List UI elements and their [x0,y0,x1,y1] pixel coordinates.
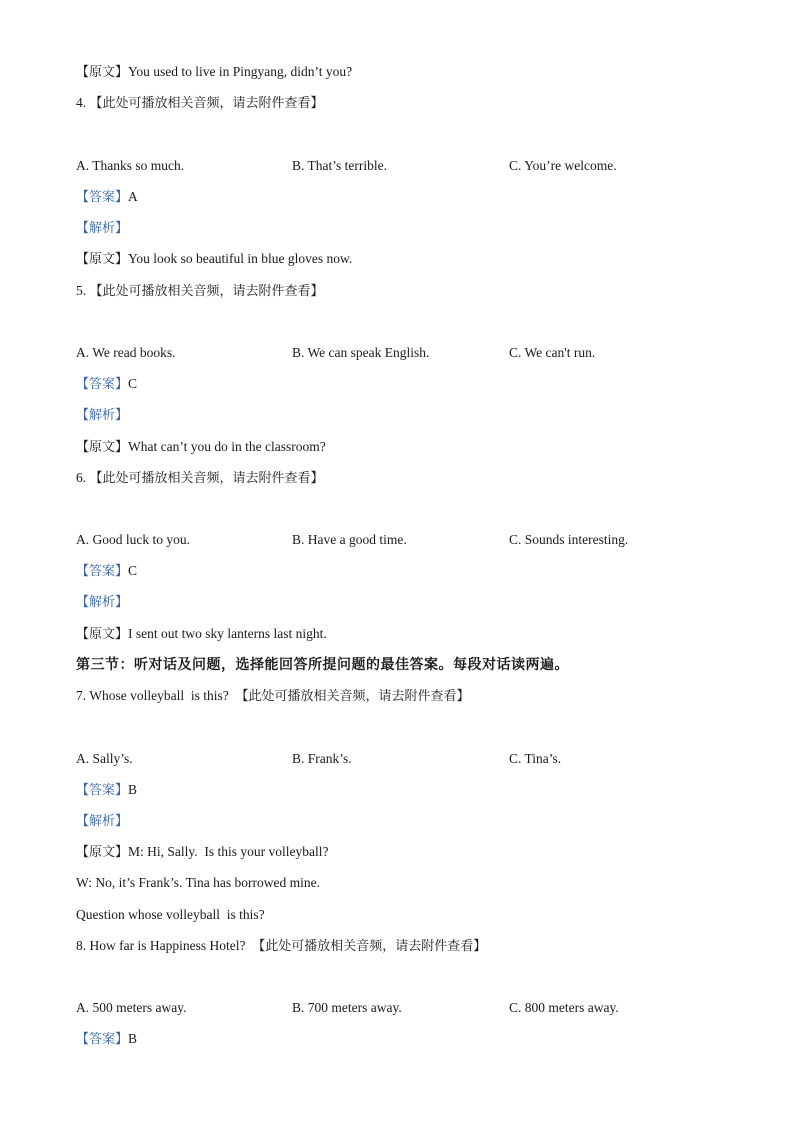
answer-label: 【答案】 [76,1032,129,1047]
analysis-label: 【解析】 [76,408,129,423]
transcript-label: 【原文】 [76,627,129,642]
option-a[interactable]: A. Sally’s. [76,751,133,766]
question-5 [76,282,324,301]
option-b[interactable]: B. Frank’s. [292,751,352,766]
option-a[interactable]: A. 500 meters away. [76,1000,187,1015]
audio-placeholder[interactable]: 【此处可播放相关音频，请去附件查看】 [252,939,487,954]
analysis-line [76,593,128,612]
transcript-label: 【原文】 [76,845,129,860]
audio-placeholder[interactable]: 【此处可播放相关音频，请去附件查看】 [89,471,324,486]
transcript-line [76,63,352,82]
option-a[interactable]: A. We read books. [76,345,176,360]
answer-line [76,781,137,800]
options-row [0,999,794,1017]
option-a[interactable]: A. Thanks so much. [76,158,185,173]
answer-line [76,188,138,207]
option-c[interactable]: C. Sounds interesting. [509,532,629,547]
question-number: 7. [76,688,87,703]
transcript-continuation: W: No, it’s Frank’s. Tina has borrowed mine. [76,875,320,890]
transcript-line [76,438,326,457]
option-c[interactable]: C. You’re welcome. [509,158,617,173]
transcript-label: 【原文】 [76,65,129,80]
analysis-line [76,812,128,831]
transcript-text: What can’t you do in the classroom? [128,439,326,454]
analysis-line [76,406,128,425]
transcript-text: M: Hi, Sally. Is this your volleyball? [128,844,329,859]
transcript-label: 【原文】 [76,440,129,455]
analysis-line [76,219,128,238]
question-text: How far is Happiness Hotel? [89,938,246,953]
analysis-label: 【解析】 [76,814,129,829]
answer-label: 【答案】 [76,377,129,392]
option-c[interactable]: C. Tina’s. [509,751,562,766]
answer-value: B [128,782,138,797]
answer-label: 【答案】 [76,564,129,579]
question-4 [76,94,324,113]
answer-value: A [128,189,138,204]
transcript-line [76,625,327,644]
answer-line [76,1030,137,1049]
answer-label: 【答案】 [76,783,129,798]
answer-value: B [128,1031,138,1046]
options-row [0,531,794,549]
transcript-line [76,250,352,269]
option-c[interactable]: C. We can't run. [509,345,596,360]
answer-value: C [128,563,138,578]
option-b[interactable]: B. We can speak English. [292,345,430,360]
options-row [0,157,794,175]
option-b[interactable]: B. 700 meters away. [292,1000,402,1015]
audio-placeholder[interactable]: 【此处可播放相关音频，请去附件查看】 [235,689,470,704]
answer-label: 【答案】 [76,190,129,205]
answer-line [76,375,137,394]
option-b[interactable]: B. That’s terrible. [292,158,387,173]
options-row [0,750,794,768]
options-row [0,344,794,362]
question-text: Whose volleyball is this? [89,688,229,703]
transcript-label: 【原文】 [76,252,129,267]
option-c[interactable]: C. 800 meters away. [509,1000,619,1015]
option-a[interactable]: A. Good luck to you. [76,532,190,547]
question-number: 4. [76,95,87,110]
section-heading: 第三节：听对话及问题，选择能回答所提问题的最佳答案。每段对话读两遍。 [76,657,569,673]
analysis-label: 【解析】 [76,221,129,236]
question-number: 5. [76,283,87,298]
question-8 [76,937,486,956]
option-b[interactable]: B. Have a good time. [292,532,407,547]
answer-value: C [128,376,138,391]
audio-placeholder[interactable]: 【此处可播放相关音频，请去附件查看】 [89,284,324,299]
question-number: 6. [76,470,87,485]
transcript-text: You used to live in Pingyang, didn’t you? [128,64,353,79]
audio-placeholder[interactable]: 【此处可播放相关音频，请去附件查看】 [89,96,324,111]
question-6 [76,469,324,488]
answer-line [76,562,137,581]
transcript-question: Question whose volleyball is this? [76,907,265,922]
question-7 [76,687,470,706]
analysis-label: 【解析】 [76,595,129,610]
transcript-text: I sent out two sky lanterns last night. [128,626,327,641]
transcript-text: You look so beautiful in blue gloves now. [128,251,353,266]
transcript-line [76,843,329,862]
question-number: 8. [76,938,87,953]
